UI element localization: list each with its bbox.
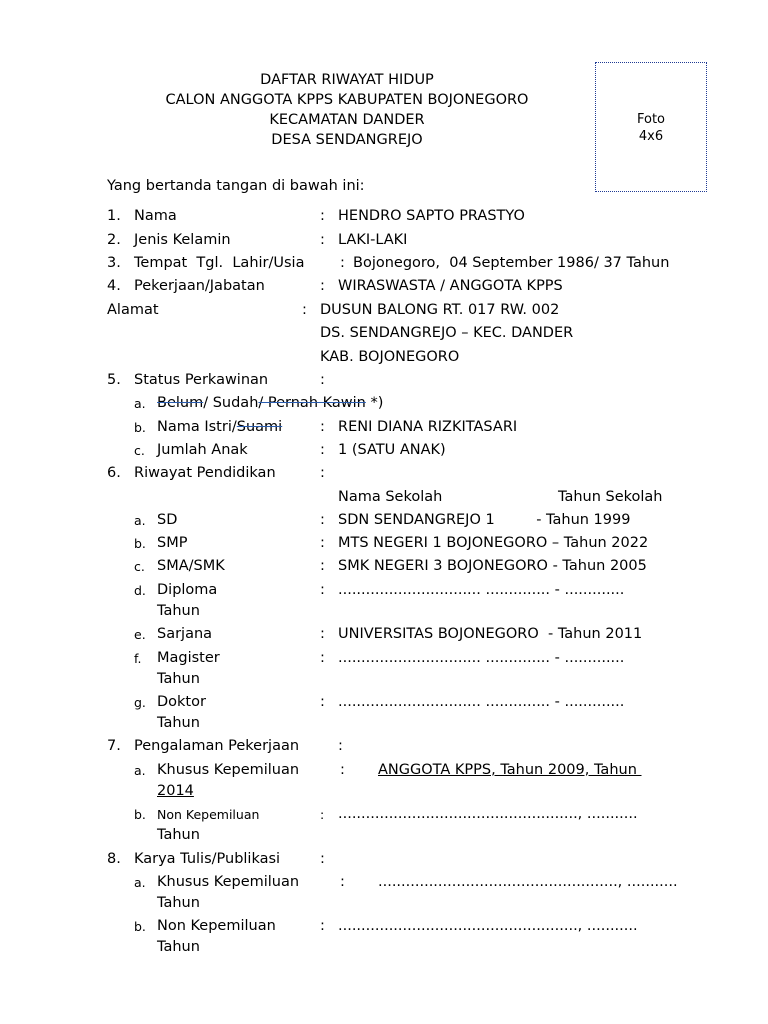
- colon: :: [320, 851, 325, 867]
- colon: :: [320, 535, 325, 551]
- item-number: 3.: [107, 255, 121, 271]
- nama-suami-struck: Suami: [236, 419, 283, 435]
- sub-letter: a.: [134, 763, 146, 778]
- jumlah-anak-label: Jumlah Anak: [157, 442, 248, 458]
- karya-khusus-value: ...................................................., ...........: [378, 874, 678, 890]
- colon: :: [320, 626, 325, 642]
- colon: :: [320, 372, 325, 388]
- colon: :: [320, 807, 325, 822]
- sub-letter: a.: [134, 396, 146, 411]
- colon: :: [338, 738, 343, 754]
- colon: :: [320, 232, 325, 248]
- sub-letter: b.: [134, 919, 146, 934]
- alamat-label: Alamat: [107, 302, 159, 318]
- pengalaman-label: Pengalaman Pekerjaan: [134, 738, 300, 754]
- item-number: 5.: [107, 372, 121, 388]
- doktor-tahun: Tahun: [157, 715, 200, 731]
- colon: :: [320, 918, 325, 934]
- magister-label: Magister: [157, 650, 220, 666]
- diploma-value: ............................... .............. - .............: [338, 582, 625, 598]
- doc-desa: DESA SENDANGREJO: [271, 132, 423, 148]
- smp-label: SMP: [157, 535, 188, 551]
- karya-khusus-tahun: Tahun: [157, 895, 200, 911]
- nama-value: HENDRO SAPTO PRASTYO: [338, 208, 525, 224]
- sub-letter: b.: [134, 807, 146, 822]
- sub-letter: g.: [134, 695, 146, 710]
- item-number: 8.: [107, 851, 121, 867]
- status-option-sudah: / Sudah: [203, 395, 259, 411]
- pengalaman-khusus-value: ANGGOTA KPPS, Tahun 2009, Tahun: [378, 762, 642, 778]
- status-option-pernah-kawin: / Pernah Kawin: [258, 395, 366, 411]
- sub-letter: c.: [134, 443, 145, 458]
- intro-text: Yang bertanda tangan di bawah ini:: [107, 178, 365, 194]
- sub-letter: a.: [134, 875, 146, 890]
- jumlah-anak-value: 1 (SATU ANAK): [338, 442, 446, 458]
- karya-non-label: Non Kepemiluan: [157, 918, 276, 934]
- alamat-line-2: DS. SENDANGREJO – KEC. DANDER: [320, 325, 574, 341]
- karya-khusus-label: Khusus Kepemiluan: [157, 874, 300, 890]
- status-label: Status Perkawinan: [134, 372, 269, 388]
- colon: :: [320, 278, 325, 294]
- diploma-label: Diploma: [157, 582, 218, 598]
- doktor-label: Doktor: [157, 694, 206, 710]
- colon: :: [320, 208, 325, 224]
- status-options: [157, 394, 383, 412]
- item-number: 7.: [107, 738, 121, 754]
- sma-label: SMA/SMK: [157, 558, 225, 574]
- diploma-tahun: Tahun: [157, 603, 200, 619]
- doc-title: DAFTAR RIWAYAT HIDUP: [260, 72, 434, 88]
- status-option-note: *): [365, 395, 384, 411]
- doktor-value: ............................... .............. - .............: [338, 694, 625, 710]
- ttl-label: Tempat Tgl. Lahir/Usia: [134, 255, 305, 271]
- sarjana-label: Sarjana: [157, 626, 213, 642]
- item-number: 1.: [107, 208, 121, 224]
- photo-size: 4x6: [638, 129, 664, 144]
- nama-istri-label: [157, 418, 282, 436]
- photo-placeholder: [595, 62, 707, 192]
- sub-letter: b.: [134, 536, 146, 551]
- colon: :: [320, 465, 325, 481]
- colon: :: [320, 558, 325, 574]
- sma-value: SMK NEGERI 3 BOJONEGORO - Tahun 2005: [338, 558, 647, 574]
- sub-letter: c.: [134, 559, 145, 574]
- smp-value: MTS NEGERI 1 BOJONEGORO – Tahun 2022: [338, 535, 649, 551]
- karya-non-tahun: Tahun: [157, 939, 200, 955]
- sd-value: SDN SENDANGREJO 1 - Tahun 1999: [338, 512, 631, 528]
- colon: :: [320, 582, 325, 598]
- photo-label: Foto: [636, 112, 666, 127]
- magister-value: ............................... .............. - .............: [338, 650, 625, 666]
- colon: :: [340, 874, 345, 890]
- colon: :: [320, 694, 325, 710]
- item-number: 4.: [107, 278, 121, 294]
- pekerjaan-label: Pekerjaan/Jabatan: [134, 278, 265, 294]
- sd-label: SD: [157, 512, 178, 528]
- jenis-kelamin-label: Jenis Kelamin: [134, 232, 231, 248]
- alamat-line-3: KAB. BOJONEGORO: [320, 349, 460, 365]
- nama-label: Nama: [134, 208, 177, 224]
- pengalaman-khusus-value-cont: 2014: [157, 783, 194, 799]
- status-option-belum: Belum: [157, 395, 204, 411]
- colon: :: [340, 762, 345, 778]
- pengalaman-non-value: ...................................................., ...........: [338, 806, 638, 822]
- nama-istri-label-main: Nama Istri/: [157, 419, 237, 435]
- colon: :: [320, 442, 325, 458]
- doc-kecamatan: KECAMATAN DANDER: [269, 112, 425, 128]
- pengalaman-non-tahun: Tahun: [157, 827, 200, 843]
- colon: :: [320, 419, 325, 435]
- col-tahun-sekolah: Tahun Sekolah: [558, 489, 663, 505]
- sarjana-value: UNIVERSITAS BOJONEGORO - Tahun 2011: [338, 626, 643, 642]
- colon: :: [302, 302, 307, 318]
- col-nama-sekolah: Nama Sekolah: [338, 489, 443, 505]
- ttl-value: Bojonegoro, 04 September 1986/ 37 Tahun: [353, 255, 670, 271]
- magister-tahun: Tahun: [157, 671, 200, 687]
- colon: :: [320, 512, 325, 528]
- karya-label: Karya Tulis/Publikasi: [134, 851, 281, 867]
- colon: :: [340, 255, 345, 271]
- alamat-line-1: DUSUN BALONG RT. 017 RW. 002: [320, 302, 560, 318]
- karya-non-value: ...................................................., ...........: [338, 918, 638, 934]
- sub-letter: f.: [134, 651, 142, 666]
- item-number: 6.: [107, 465, 121, 481]
- nama-istri-value: RENI DIANA RIZKITASARI: [338, 419, 518, 435]
- pengalaman-khusus-label: Khusus Kepemiluan: [157, 762, 300, 778]
- colon: :: [320, 650, 325, 666]
- item-number: 2.: [107, 232, 121, 248]
- sub-letter: d.: [134, 583, 146, 598]
- sub-letter: a.: [134, 513, 146, 528]
- sub-letter: e.: [134, 627, 146, 642]
- pekerjaan-value: WIRASWASTA / ANGGOTA KPPS: [338, 278, 563, 294]
- pendidikan-label: Riwayat Pendidikan: [134, 465, 276, 481]
- doc-subtitle: CALON ANGGOTA KPPS KABUPATEN BOJONEGORO: [165, 92, 529, 108]
- sub-letter: b.: [134, 420, 146, 435]
- jenis-kelamin-value: LAKI-LAKI: [338, 232, 408, 248]
- pengalaman-non-label: Non Kepemiluan: [157, 807, 260, 822]
